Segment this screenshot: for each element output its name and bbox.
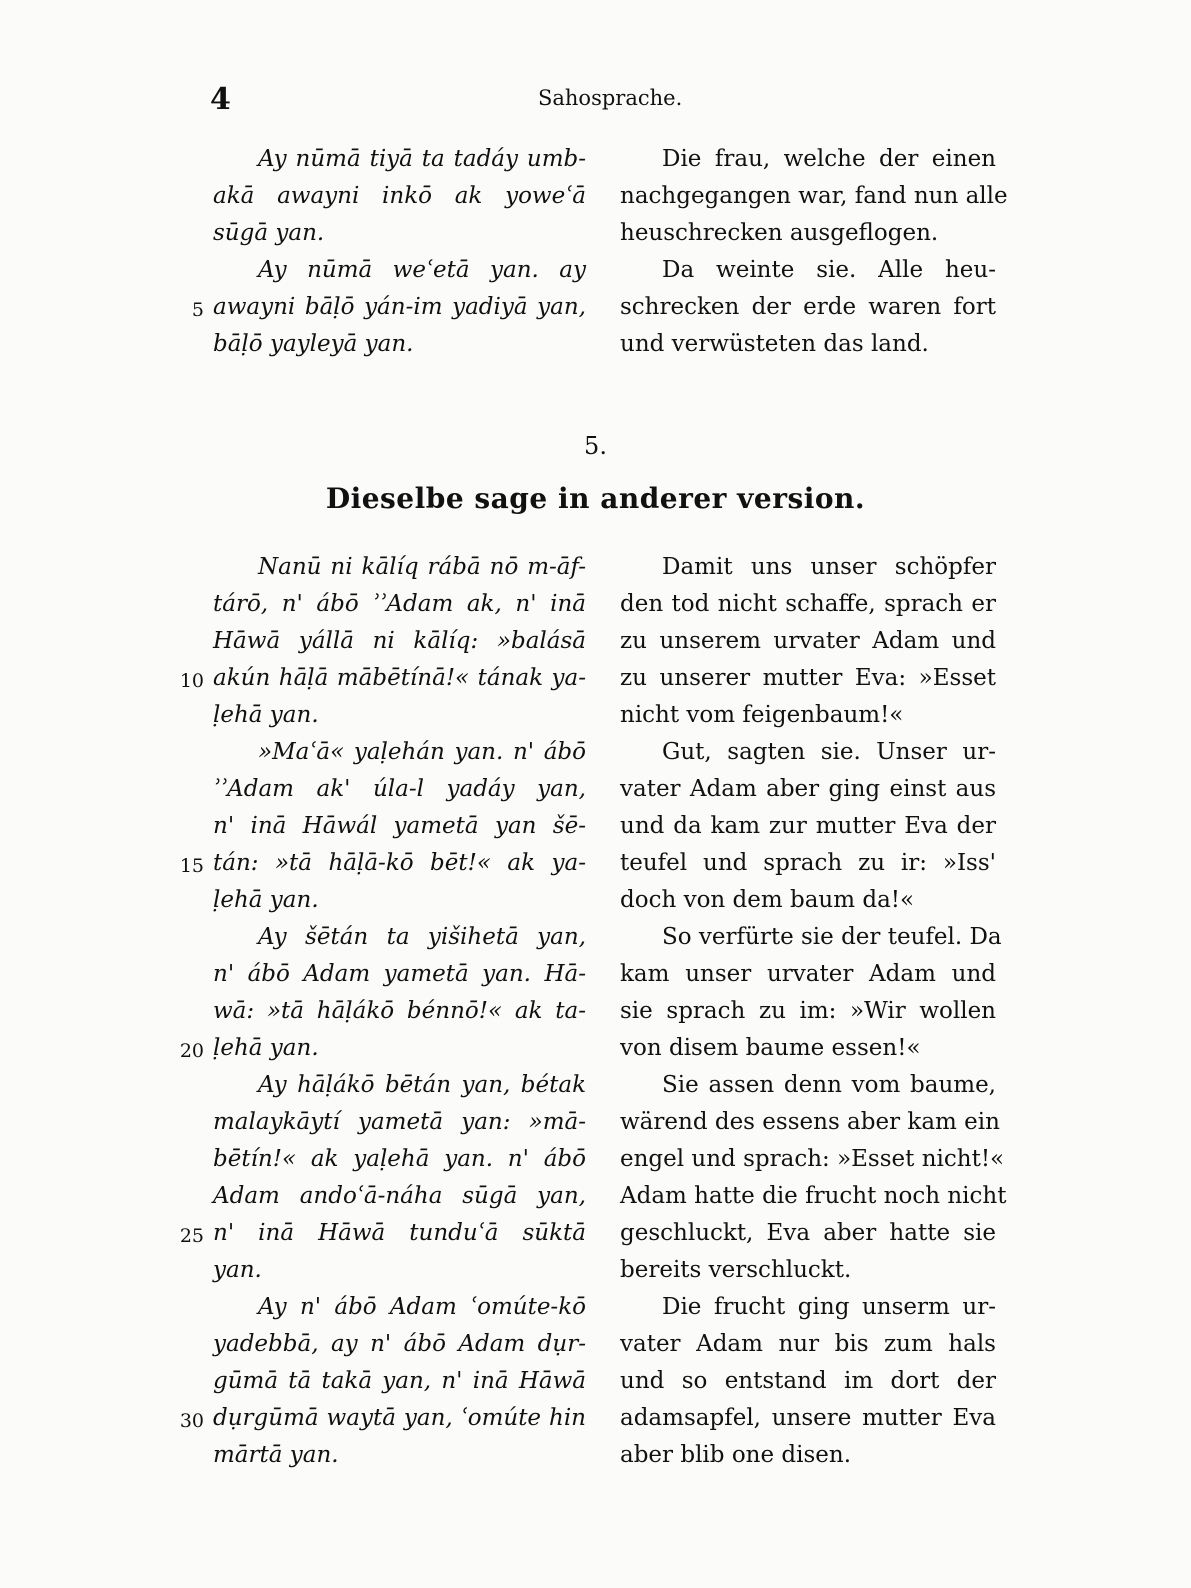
saho-text: dụrgūmā waytā yan, ʿomúte hin [213,1405,586,1431]
saho-text: awayni bāḷō yán-im yadiyā yan, [213,294,586,320]
text-line [0,697,1191,734]
saho-text: yadebbā, ay n' ábō Adam dụr- [213,1331,586,1357]
german-translation: von disem baume essen!« [620,1035,921,1061]
saho-text: Ay šētán ta yišihetā yan, [258,924,586,950]
text-line [0,326,1191,363]
german-translation: und da kam zur mutter Eva der [620,813,996,839]
line-number: 25 [179,1225,204,1247]
text-line [0,1252,1191,1289]
german-translation: bereits verschluckt. [620,1257,852,1283]
german-translation: aber blib one disen. [620,1442,852,1468]
german-translation: doch von dem baum da!« [620,887,915,913]
german-translation: zu unserer mutter Eva: »Esset [620,665,996,691]
line-number: 15 [179,855,204,877]
section-number: 5. [584,432,607,460]
german-translation: geschluckt, Eva aber hatte sie [620,1220,996,1246]
text-line [0,993,1191,1030]
text-line [0,215,1191,252]
saho-text: ḷehā yan. [213,1035,319,1061]
german-translation: nicht vom feigenbaum!« [620,702,904,728]
german-translation: kam unser urvater Adam und [620,961,996,987]
text-line [0,1141,1191,1178]
text-line [0,1363,1191,1400]
german-translation: und so entstand im dort der [620,1368,996,1394]
german-translation: und verwüsteten das land. [620,331,929,357]
line-number: 20 [179,1040,204,1062]
text-line [0,1067,1191,1104]
saho-text: Adam andoʿā-náha sūgā yan, [213,1183,586,1209]
german-translation: vater Adam aber ging einst aus [620,776,996,802]
text-line [0,919,1191,956]
line-number: 5 [191,299,204,321]
german-translation: Da weinte sie. Alle heu- [662,257,996,283]
saho-text: tán: »tā hāḷā-kō bēt!« ak ya- [213,850,586,876]
text-line [0,734,1191,771]
text-line [0,623,1191,660]
german-translation: So verfürte sie der teufel. Da [662,924,1002,950]
german-translation: Die frau, welche der einen [662,146,996,172]
german-translation: sie sprach zu im: »Wir wollen [620,998,996,1024]
saho-text: mārtā yan. [213,1442,339,1468]
saho-text: Nanū ni kālíq rábā nō m-āf- [258,554,586,580]
text-line [0,549,1191,586]
saho-text: »Maʿā« yaḷehán yan. n' ábō [258,739,586,765]
saho-text: ʾʾAdam ak' úla-l yadáy yan, [213,776,586,802]
text-line [0,1215,1191,1252]
text-line [0,771,1191,808]
saho-text: tárō, n' ábō ʾʾAdam ak, n' inā [213,591,586,617]
text-line [0,141,1191,178]
text-line [0,1104,1191,1141]
text-line [0,1400,1191,1437]
text-line [0,1030,1191,1067]
text-block-1 [0,141,1191,363]
saho-text: bāḷō yayleyā yan. [213,331,414,357]
saho-text: ḷehā yan. [213,887,319,913]
german-translation: adamsapfel, unsere mutter Eva [620,1405,996,1431]
german-translation: Adam hatte die frucht noch nicht [620,1183,1007,1209]
german-translation: Damit uns unser schöpfer [662,554,996,580]
saho-text: gūmā tā takā yan, n' inā Hāwā [213,1368,586,1394]
saho-text: ḷehā yan. [213,702,319,728]
saho-text: akā awayni inkō ak yoweʿā [213,183,586,209]
german-translation: engel und sprach: »Esset nicht!« [620,1146,1005,1172]
saho-text: Ay nūmā tiyā ta tadáy umb- [258,146,586,172]
saho-text: n' inā Hāwál yametā yan šē- [213,813,586,839]
text-line [0,252,1191,289]
german-translation: heuschrecken ausgeflogen. [620,220,939,246]
text-block-2 [0,549,1191,1474]
saho-text: malaykāytí yametā yan: »mā- [213,1109,586,1135]
text-line [0,956,1191,993]
saho-text: Ay hāḷákō bētán yan, bétak [258,1072,586,1098]
section-title: Dieselbe sage in anderer version. [325,482,866,515]
text-line [0,1437,1191,1474]
german-translation: vater Adam nur bis zum hals [620,1331,996,1357]
line-number: 30 [179,1410,204,1432]
german-translation: nachgegangen war, fand nun alle [620,183,1008,209]
saho-text: sūgā yan. [213,220,325,246]
saho-text: yan. [213,1257,262,1283]
running-title: Sahosprache. [538,86,683,110]
german-translation: Gut, sagten sie. Unser ur- [662,739,996,765]
german-translation: zu unserem urvater Adam und [620,628,996,654]
text-line [0,178,1191,215]
text-line [0,808,1191,845]
saho-text: akún hāḷā mābētínā!« tának ya- [213,665,586,691]
text-line [0,660,1191,697]
text-line [0,1326,1191,1363]
text-line [0,586,1191,623]
saho-text: Hāwā yállā ni kālíq: »balásā [213,628,586,654]
saho-text: Ay nūmā weʿetā yan. ay [258,257,586,283]
saho-text: bētín!« ak yaḷehā yan. n' ábō [213,1146,586,1172]
saho-text: n' ábō Adam yametā yan. Hā- [213,961,586,987]
german-translation: wärend des essens aber kam ein [620,1109,1000,1135]
text-line [0,1178,1191,1215]
line-number: 10 [179,670,204,692]
german-translation: schrecken der erde waren fort [620,294,996,320]
page-number: 4 [210,82,231,117]
german-translation: Die frucht ging unserm ur- [662,1294,996,1320]
text-line [0,1289,1191,1326]
text-line [0,882,1191,919]
text-line [0,289,1191,326]
german-translation: den tod nicht schaffe, sprach er [620,591,996,617]
german-translation: teufel und sprach zu ir: »Iss' [620,850,996,876]
text-line [0,845,1191,882]
saho-text: Ay n' ábō Adam ʿomúte-kō [258,1294,586,1320]
saho-text: n' inā Hāwā tunduʿā sūktā [213,1220,586,1246]
saho-text: wā: »tā hāḷákō bénnō!« ak ta- [213,998,586,1024]
german-translation: Sie assen denn vom baume, [662,1072,996,1098]
